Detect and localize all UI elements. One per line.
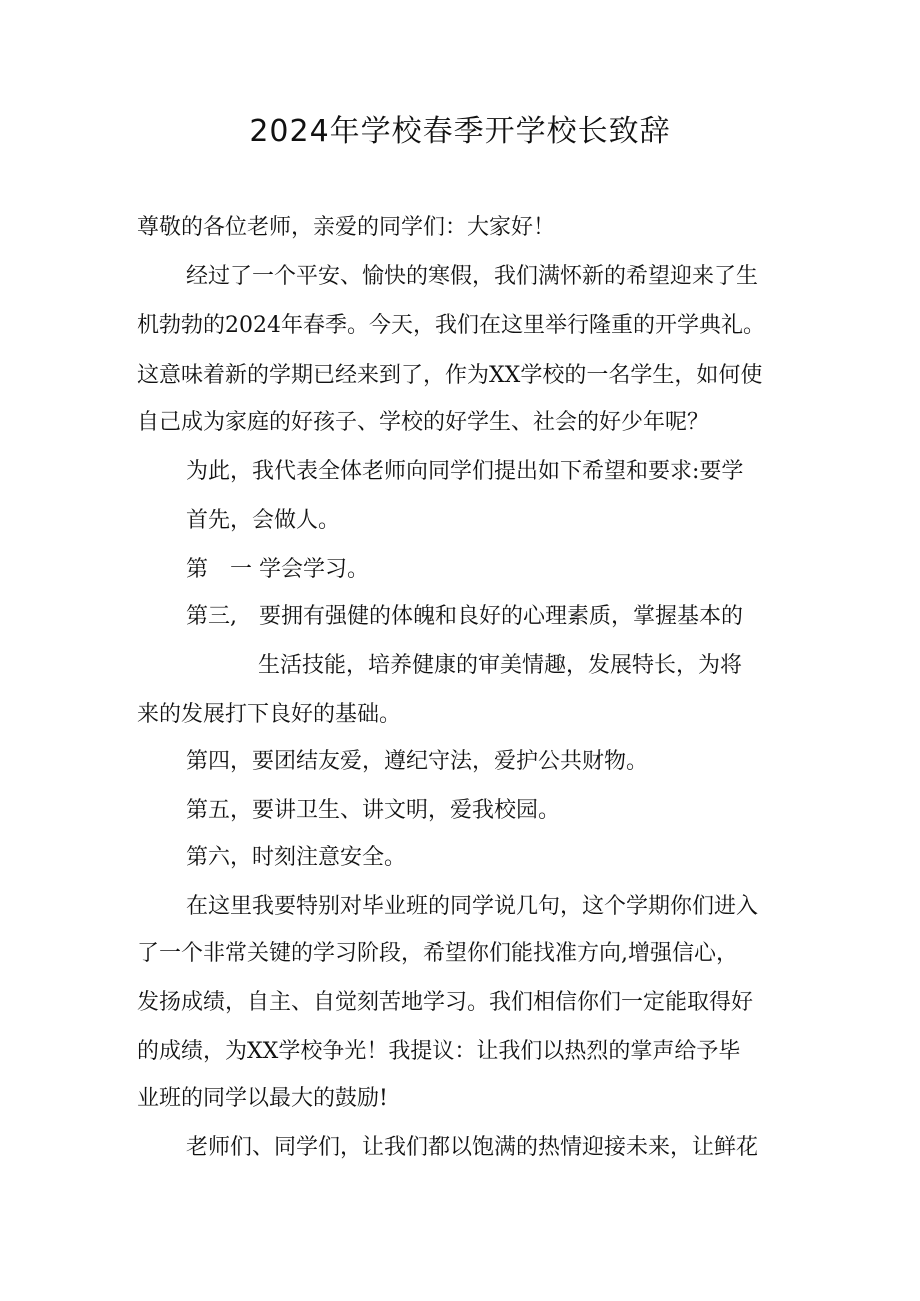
text-line-15: 在这里我要特别对毕业班的同学说几句，这个学期你们进入 xyxy=(186,894,759,919)
text-line-1: 尊敬的各位老师，亲爱的同学们：大家好！ xyxy=(137,215,556,240)
text-line-12: 第四，要团结友爱，遵纪守法，爱护公共财物。 xyxy=(186,749,649,774)
text-line-2: 经过了一个平安、愉快的寒假，我们满怀新的希望迎来了生 xyxy=(186,264,759,289)
text-line-11: 来的发展打下良好的基础。 xyxy=(137,702,402,727)
text-line-10: 生活技能，培养健康的审美情趣，发展特长，为将 xyxy=(258,653,743,678)
text-line-7: 首先，会做人。 xyxy=(186,508,341,533)
text-line-20: 老师们、同学们，让我们都以饱满的热情迎接未来，让鲜花 xyxy=(186,1135,759,1160)
text-line-18: 的成绩，为XX学校争光！我提议：让我们以热烈的掌声给予毕 xyxy=(137,1039,741,1064)
text-line-3: 机勃勃的2024年春季。今天，我们在这里举行隆重的开学典礼。 xyxy=(137,313,765,338)
text-line-13: 第五，要讲卫生、讲文明，爱我校园。 xyxy=(186,798,561,823)
text-line-6: 为此，我代表全体老师向同学们提出如下希望和要求:要学 xyxy=(186,459,744,484)
text-line-14: 第六，时刻注意安全。 xyxy=(186,845,407,870)
document-title: 2024年学校春季开学校长致辞 xyxy=(249,114,671,149)
text-line-17: 发扬成绩，自主、自觉刻苦地学习。我们相信你们一定能取得好 xyxy=(137,990,754,1015)
text-line-9: 第三, 要拥有强健的体魄和良好的心理素质，掌握基本的 xyxy=(186,604,743,629)
text-line-8: 第 一 学会学习。 xyxy=(186,557,369,582)
text-line-19: 业班的同学以最大的鼓励! xyxy=(137,1086,388,1111)
text-line-16: 了一个非常关键的学习阶段，希望你们能找准方向,增强信心， xyxy=(137,941,738,966)
text-line-4: 这意味着新的学期已经来到了，作为XX学校的一名学生，如何使 xyxy=(137,363,763,388)
text-line-5: 自己成为家庭的好孩子、学校的好学生、社会的好少年呢？ xyxy=(137,410,710,435)
